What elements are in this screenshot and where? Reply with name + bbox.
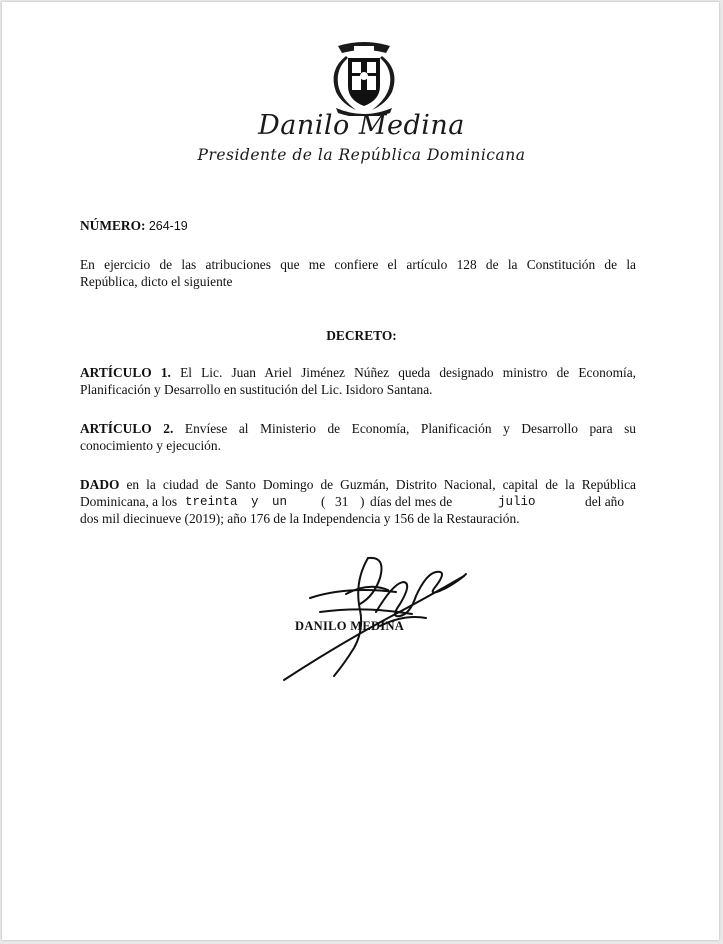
intro-line-1: En ejercicio de las atribuciones que me confiere el artículo 128 de la Constitución de la <box>80 257 636 272</box>
decree-number-value: 264-19 <box>148 219 188 233</box>
author-title: Presidente de la República Dominicana <box>197 146 526 164</box>
dado-day-number: 31 <box>335 494 349 509</box>
coat-of-arms-icon <box>318 36 410 116</box>
dado-label: DADO <box>80 477 120 492</box>
document-page <box>2 2 719 940</box>
dado-line-1 <box>80 476 636 494</box>
article-1-label: ARTÍCULO 1. <box>80 365 171 380</box>
dado-year-prefix: del año <box>585 494 625 509</box>
article-2-line-2: conocimiento y ejecución. <box>80 438 221 453</box>
dado-date-prefix: Dominicana, a los <box>80 494 178 509</box>
dado-text: en la ciudad de Santo Domingo de Guzmán, Distrito Nacional, capital de la República <box>126 477 636 492</box>
decree-number <box>80 217 188 236</box>
dado-line-3: dos mil diecinueve (2019); año 176 de la Independencia y 156 de la Restauración. <box>80 511 520 526</box>
article-2-line-1 <box>80 420 636 438</box>
dado-open-paren: ( <box>321 494 326 509</box>
dado-month-prefix: días del mes de <box>370 494 453 509</box>
signature-printed-name: DANILO MEDINA <box>295 619 405 633</box>
article-1-text: El Lic. Juan Ariel Jiménez Núñez queda designado ministro de Economía, <box>180 365 636 380</box>
dado-month: julio <box>498 495 536 509</box>
article-2-text: Envíese al Ministerio de Economía, Planificación y Desarrollo para su <box>184 421 636 436</box>
article-1-line-1 <box>80 364 636 382</box>
author-name: Danilo Medina <box>258 110 465 141</box>
article-1-line-2: Planificación y Desarrollo en sustitución del Lic. Isidoro Santana. <box>80 382 433 397</box>
dado-close-paren: ) <box>360 494 365 509</box>
decree-number-label: NÚMERO: <box>80 218 146 233</box>
intro-line-2: República, dicto el siguiente <box>80 274 233 289</box>
article-2-label: ARTÍCULO 2. <box>80 421 174 436</box>
decree-heading: DECRETO: <box>326 328 397 343</box>
dado-day-words: treinta y un <box>185 495 288 509</box>
